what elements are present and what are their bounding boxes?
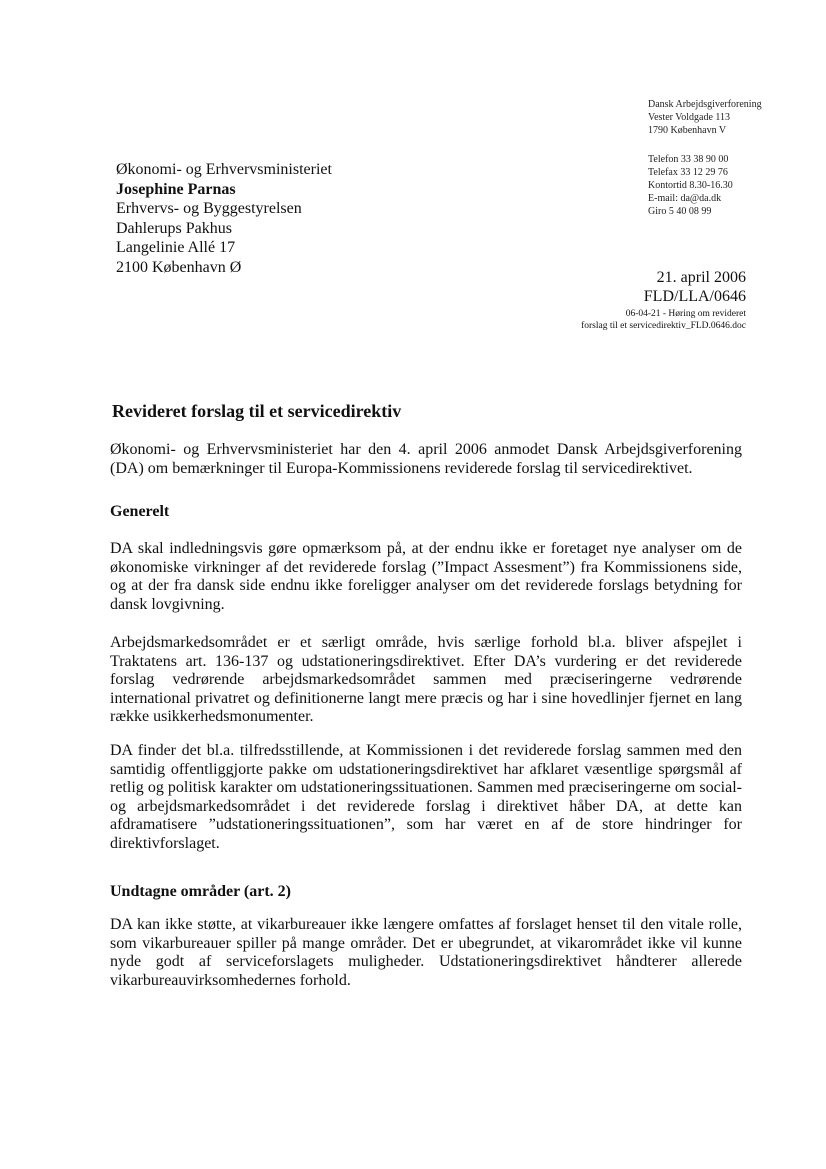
- paragraph-labour-market: Arbejdsmarkedsområdet er et særligt område, hvis særlige forhold bl.a. bliver afspejlet i Traktatens art. 136-137 og udstationeringsdirektivet. Efter DA’s vurdering er det reviderede forslag vedrørende arbejdsmarkedsområdet sammen med præciseringerne vedrørende international privatret og definitionerne langt mere præcis og har i sine hovedlinjer fjernet en lang række usikkerhedsmonumenter.: [110, 634, 742, 725]
- sender-office-hours: Kontortid 8.30-16.30: [648, 180, 733, 191]
- recipient-ministry: Økonomi- og Erhvervsministeriet: [116, 161, 332, 178]
- sender-city: 1790 København V: [648, 125, 727, 136]
- date-reference-block: [446, 268, 746, 332]
- file-name-line-2: forslag til et servicedirektiv_FLD.0646.doc: [581, 321, 746, 331]
- sender-spacer: [648, 137, 818, 153]
- paragraph-posting-of-workers: DA finder det bl.a. tilfredsstillende, at Kommissionen i det reviderede forslag sammen med den samtidig offentliggjorte pakke om udstationeringsdirektivet har afklaret væsentlige spørgsmål af retlig og politisk karakter om udstationeringssituationen. Sammen med præciseringerne om social- og arbejdsmarkedsområdet i det reviderede forslag i direktivet håber DA, at dette kan afdramatisere ”udstationeringssituationen”, som har været en af de store hindringer for direktivforslaget.: [110, 742, 742, 852]
- paragraph-analyses: DA skal indledningsvis gøre opmærksom på, at der endnu ikke er foretaget nye analyser om de økonomiske virkninger af det reviderede forslag (”Impact Assesment”) fra Kommissionens side, og at der fra dansk side endnu ikke foreligger analyser om det reviderede forslags betydning for dansk lovgivning.: [110, 540, 742, 613]
- sender-email: E-mail: da@da.dk: [648, 193, 722, 204]
- sender-organization: Dansk Arbejdsgiverforening: [648, 99, 762, 110]
- reference-number: FLD/LLA/0646: [643, 288, 746, 305]
- paragraph-temp-agencies: DA kan ikke støtte, at vikarbureauer ikke længere omfattes af forslaget henset til den vitale rolle, som vikarbureauer spiller på mange områder. Det er ubegrundet, at vikarområdet ikke vil kunne nyde godt af serviceforslagets muligheder. Udstationeringsdirektivet håndterer allerede vikarbureauvirksomhedernes forhold.: [110, 916, 742, 989]
- recipient-city: 2100 København Ø: [116, 258, 242, 276]
- recipient-address-block: [116, 160, 416, 277]
- recipient-building: Dahlerups Pakhus: [116, 219, 232, 237]
- recipient-agency: Erhvervs- og Byggestyrelsen: [116, 200, 302, 217]
- file-name-line-1: 06-04-21 - Høring om revideret: [625, 309, 746, 319]
- section-heading-excluded-areas: Undtagne områder (art. 2): [110, 883, 292, 900]
- sender-street: Vester Voldgade 113: [648, 112, 731, 123]
- sender-giro: Giro 5 40 08 99: [648, 206, 712, 217]
- sender-fax: Telefax 33 12 29 76: [648, 167, 728, 178]
- recipient-person: Josephine Parnas: [116, 180, 236, 198]
- recipient-street: Langelinie Allé 17: [116, 239, 236, 256]
- document-title: Revideret forslag til et servicedirektiv: [112, 401, 402, 421]
- section-heading-generelt: Generelt: [110, 503, 170, 520]
- sender-phone: Telefon 33 38 90 00: [648, 154, 729, 165]
- intro-paragraph: Økonomi- og Erhvervsministeriet har den 4. april 2006 anmodet Dansk Arbejdsgiverforening (DA) om bemærkninger til Europa-Kommissionens reviderede forslag til servicedirektivet.: [110, 441, 742, 477]
- letter-date: 21. april 2006: [656, 269, 746, 286]
- sender-block: [648, 98, 818, 218]
